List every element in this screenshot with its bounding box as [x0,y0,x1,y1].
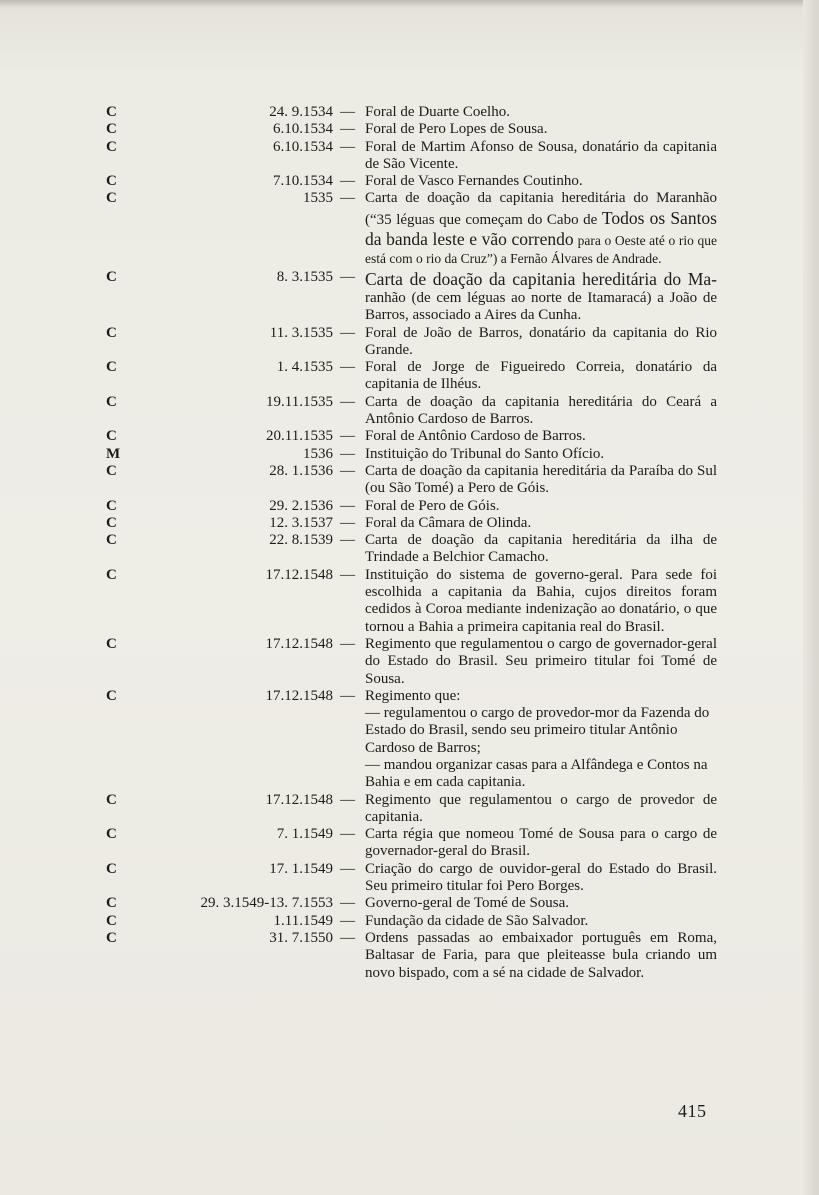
entry-date: 29. 3.1549-13. 7.1553 [200,895,333,912]
entry-category: C [106,428,117,445]
entry-date: 1536 [303,445,333,462]
entry-dash: — [340,104,355,120]
entry-category: C [106,895,117,912]
entry-category: C [106,497,117,514]
entry-date: 1.11.1549 [273,912,333,929]
entry-date: 17.12.1548 [265,635,333,652]
entry-dash: — [340,497,355,514]
chronology-entry [0,190,819,268]
entry-dash: — [340,324,355,341]
sublist-dash: — [365,705,384,722]
sublist-item-text: regulamentou o cargo de provedor-mor da Fazenda do Estado do Brasil, sendo seu primeiro titular Antônio Cardoso de Barros; [365,705,710,756]
entry-text: Carta de doação da capitania hereditária da Paraíba do Sul (ou São Tomé) a Pero de Góis. [365,462,717,497]
entry-date: 7. 1.1549 [276,826,333,843]
chronology-entry [0,325,819,360]
entry-dash: — [340,826,355,843]
chronology-entry [0,913,819,930]
chronology-entry [0,826,819,861]
entry-text: Foral de Pero Lopes de Sousa. [365,121,548,138]
entry-dash: — [340,895,355,912]
sublist-item-text: mandou organizar casas para a Alfândega e Contos na Bahia e em cada capitania. [365,756,708,791]
entry-dash: — [340,635,355,652]
entry-text: Ordens passadas ao embaixador português em Roma, Baltasar de Faria, para que pleiteasse bula criando um novo bispado, com a sé na cidade de Salvador. [365,929,717,981]
entry-date: 28. 1.1536 [269,462,333,479]
chronology-entry [0,498,819,515]
page-top-edge [0,0,819,8]
entry-dash: — [340,138,355,155]
entry-text: Foral de Antônio Cardoso de Barros. [365,428,586,445]
entry-date: 6.10.1534 [273,138,333,155]
chronology-entry [0,792,819,827]
chronology-entry [0,359,819,394]
entry-category: C [106,514,117,531]
entry-text-part: Carta de doação da capitania hereditária do Maranhão (“35 léguas que começam do Cabo de [365,190,717,228]
chronology-entry [0,532,819,567]
entry-category: C [106,566,117,583]
entry-date: 11. 3.1535 [269,324,333,341]
entry-date: 19.11.1535 [266,393,333,410]
entry-date: 22. 8.1539 [269,532,333,549]
entry-category: C [106,687,117,704]
page-number: 415 [678,1101,707,1121]
entry-date: 17.12.1548 [265,687,333,704]
chronology-entry [0,139,819,174]
chronology-entry [0,895,819,912]
chronology-entry [0,688,819,792]
entry-text-part-small: para o Oeste até o rio que está com o rio da Cruz”) a Fernão Álvares de Andrade. [365,233,717,267]
entry-category: C [106,190,117,207]
entry-text [365,190,717,268]
entry-dash: — [340,860,355,877]
chronology-entry [0,567,819,636]
entry-category: M [106,445,121,462]
entry-category: C [106,324,117,341]
chronology-entry [0,173,819,190]
chronology-entry [0,446,819,463]
entry-sublist [365,705,717,791]
entry-text: Fundação da cidade de São Salvador. [365,912,589,929]
entry-text: Foral de Martim Afonso de Sousa, donatário da capitania de São Vicente. [365,138,717,172]
chronology-entry [0,394,819,429]
entry-text: Regimento que regulamentou o cargo de provedor de capitania. [365,791,717,825]
entry-text: Carta de doação da capitania hereditária do Ceará a Antônio Cardoso de Barros. [365,393,717,428]
chronology-entry [0,515,819,532]
entry-dash: — [340,359,355,376]
entry-dash: — [340,929,355,946]
entry-text: Foral de Vasco Fernandes Coutinho. [365,173,583,190]
entry-text-part: ranhão (de cem léguas ao norte de Itamaracá) a João de Barros, associado a Aires da Cunha. [365,289,717,324]
entry-category: C [106,121,117,138]
entry-category: C [106,929,117,946]
entry-category: C [106,791,117,808]
entry-date: 17.12.1548 [265,566,333,583]
entry-date: 29. 2.1536 [269,497,333,514]
entry-date: 12. 3.1537 [269,514,333,531]
entry-category: C [106,462,117,479]
sublist-item [365,757,717,792]
chronology-entry [0,636,819,688]
chronology-entry [0,428,819,445]
entry-category: C [106,104,117,120]
chronology-entry [0,463,819,498]
entry-text-part-large: Todos os Santos da banda leste e vão correndo [365,207,717,250]
entry-text [365,269,717,325]
entry-dash: — [340,190,355,207]
entry-dash: — [340,445,355,462]
entry-category: C [106,826,117,843]
chronology-entry [0,930,819,982]
entry-date: 17. 1.1549 [269,860,333,877]
entry-date: 1535 [303,190,333,207]
entry-category: C [106,173,117,190]
chronology-entry [0,269,819,325]
entry-dash: — [340,462,355,479]
entry-date: 6.10.1534 [273,121,333,138]
chronology-entry [0,121,819,138]
entry-dash: — [340,791,355,808]
entry-text: Foral da Câmara de Olinda. [365,514,532,531]
entry-category: C [106,359,117,376]
entry-text: Carta régia que nomeou Tomé de Sousa para o cargo de governador-geral do Brasil. [365,826,717,860]
entry-dash: — [340,121,355,138]
entry-date: 1. 4.1535 [276,359,333,376]
entry-dash: — [340,428,355,445]
entry-date: 24. 9.1534 [269,104,333,120]
entry-dash: — [340,173,355,190]
sublist-item [365,705,717,757]
entry-date: 7.10.1534 [273,173,333,190]
entry-text: Instituição do sistema de governo-geral. Para sede foi escolhida a capitania da Bahia, cujos direitos foram cedidos à Coroa mediante indenização ao donatário, o que tornou a Bahia a primeira capitania real do Brasil. [365,566,717,635]
entry-text: Foral de Duarte Coelho. [365,104,510,120]
entry-date: 8. 3.1535 [276,268,333,285]
chronology-entry [0,861,819,896]
entry-date: 31. 7.1550 [269,929,333,946]
entry-dash: — [340,912,355,929]
entry-date: 20.11.1535 [266,428,333,445]
entry-text: Criação do cargo de ouvidor-geral do Estado do Brasil. Seu primeiro titular foi Pero Borges. [365,860,717,895]
entry-category: C [106,912,117,929]
entry-text-part-large: Carta de doação da capitania hereditária do Ma- [365,268,717,289]
chronology-list [0,104,819,982]
entry-text: Carta de doação da capitania hereditária da ilha de Trindade a Belchior Camacho. [365,532,717,566]
entry-category: C [106,393,117,410]
entry-dash: — [340,566,355,583]
entry-text: Governo-geral de Tomé de Sousa. [365,895,570,912]
entry-category: C [106,635,117,652]
entry-dash: — [340,393,355,410]
entry-dash: — [340,268,355,285]
entry-category: C [106,268,117,285]
entry-text: Foral de João de Barros, donatário da capitania do Rio Grande. [365,324,717,358]
entry-text: Foral de Pero de Góis. [365,497,500,514]
entry-text: Instituição do Tribunal do Santo Ofício. [365,445,605,462]
entry-category: C [106,138,117,155]
entry-dash: — [340,514,355,531]
entry-dash: — [340,687,355,704]
chronology-entry [0,104,819,121]
entry-text: Foral de Jorge de Figueiredo Correia, donatário da capitania de Ilhéus. [365,359,717,393]
entry-category: C [106,532,117,549]
sublist-dash: — [365,756,384,773]
entry-text: Regimento que regulamentou o cargo de governador-geral do Estado do Brasil. Seu primeiro titular foi Tomé de Sousa. [365,635,717,687]
entry-dash: — [340,532,355,549]
entry-date: 17.12.1548 [265,791,333,808]
entry-category: C [106,860,117,877]
entry-text: Regimento que: [365,687,461,704]
